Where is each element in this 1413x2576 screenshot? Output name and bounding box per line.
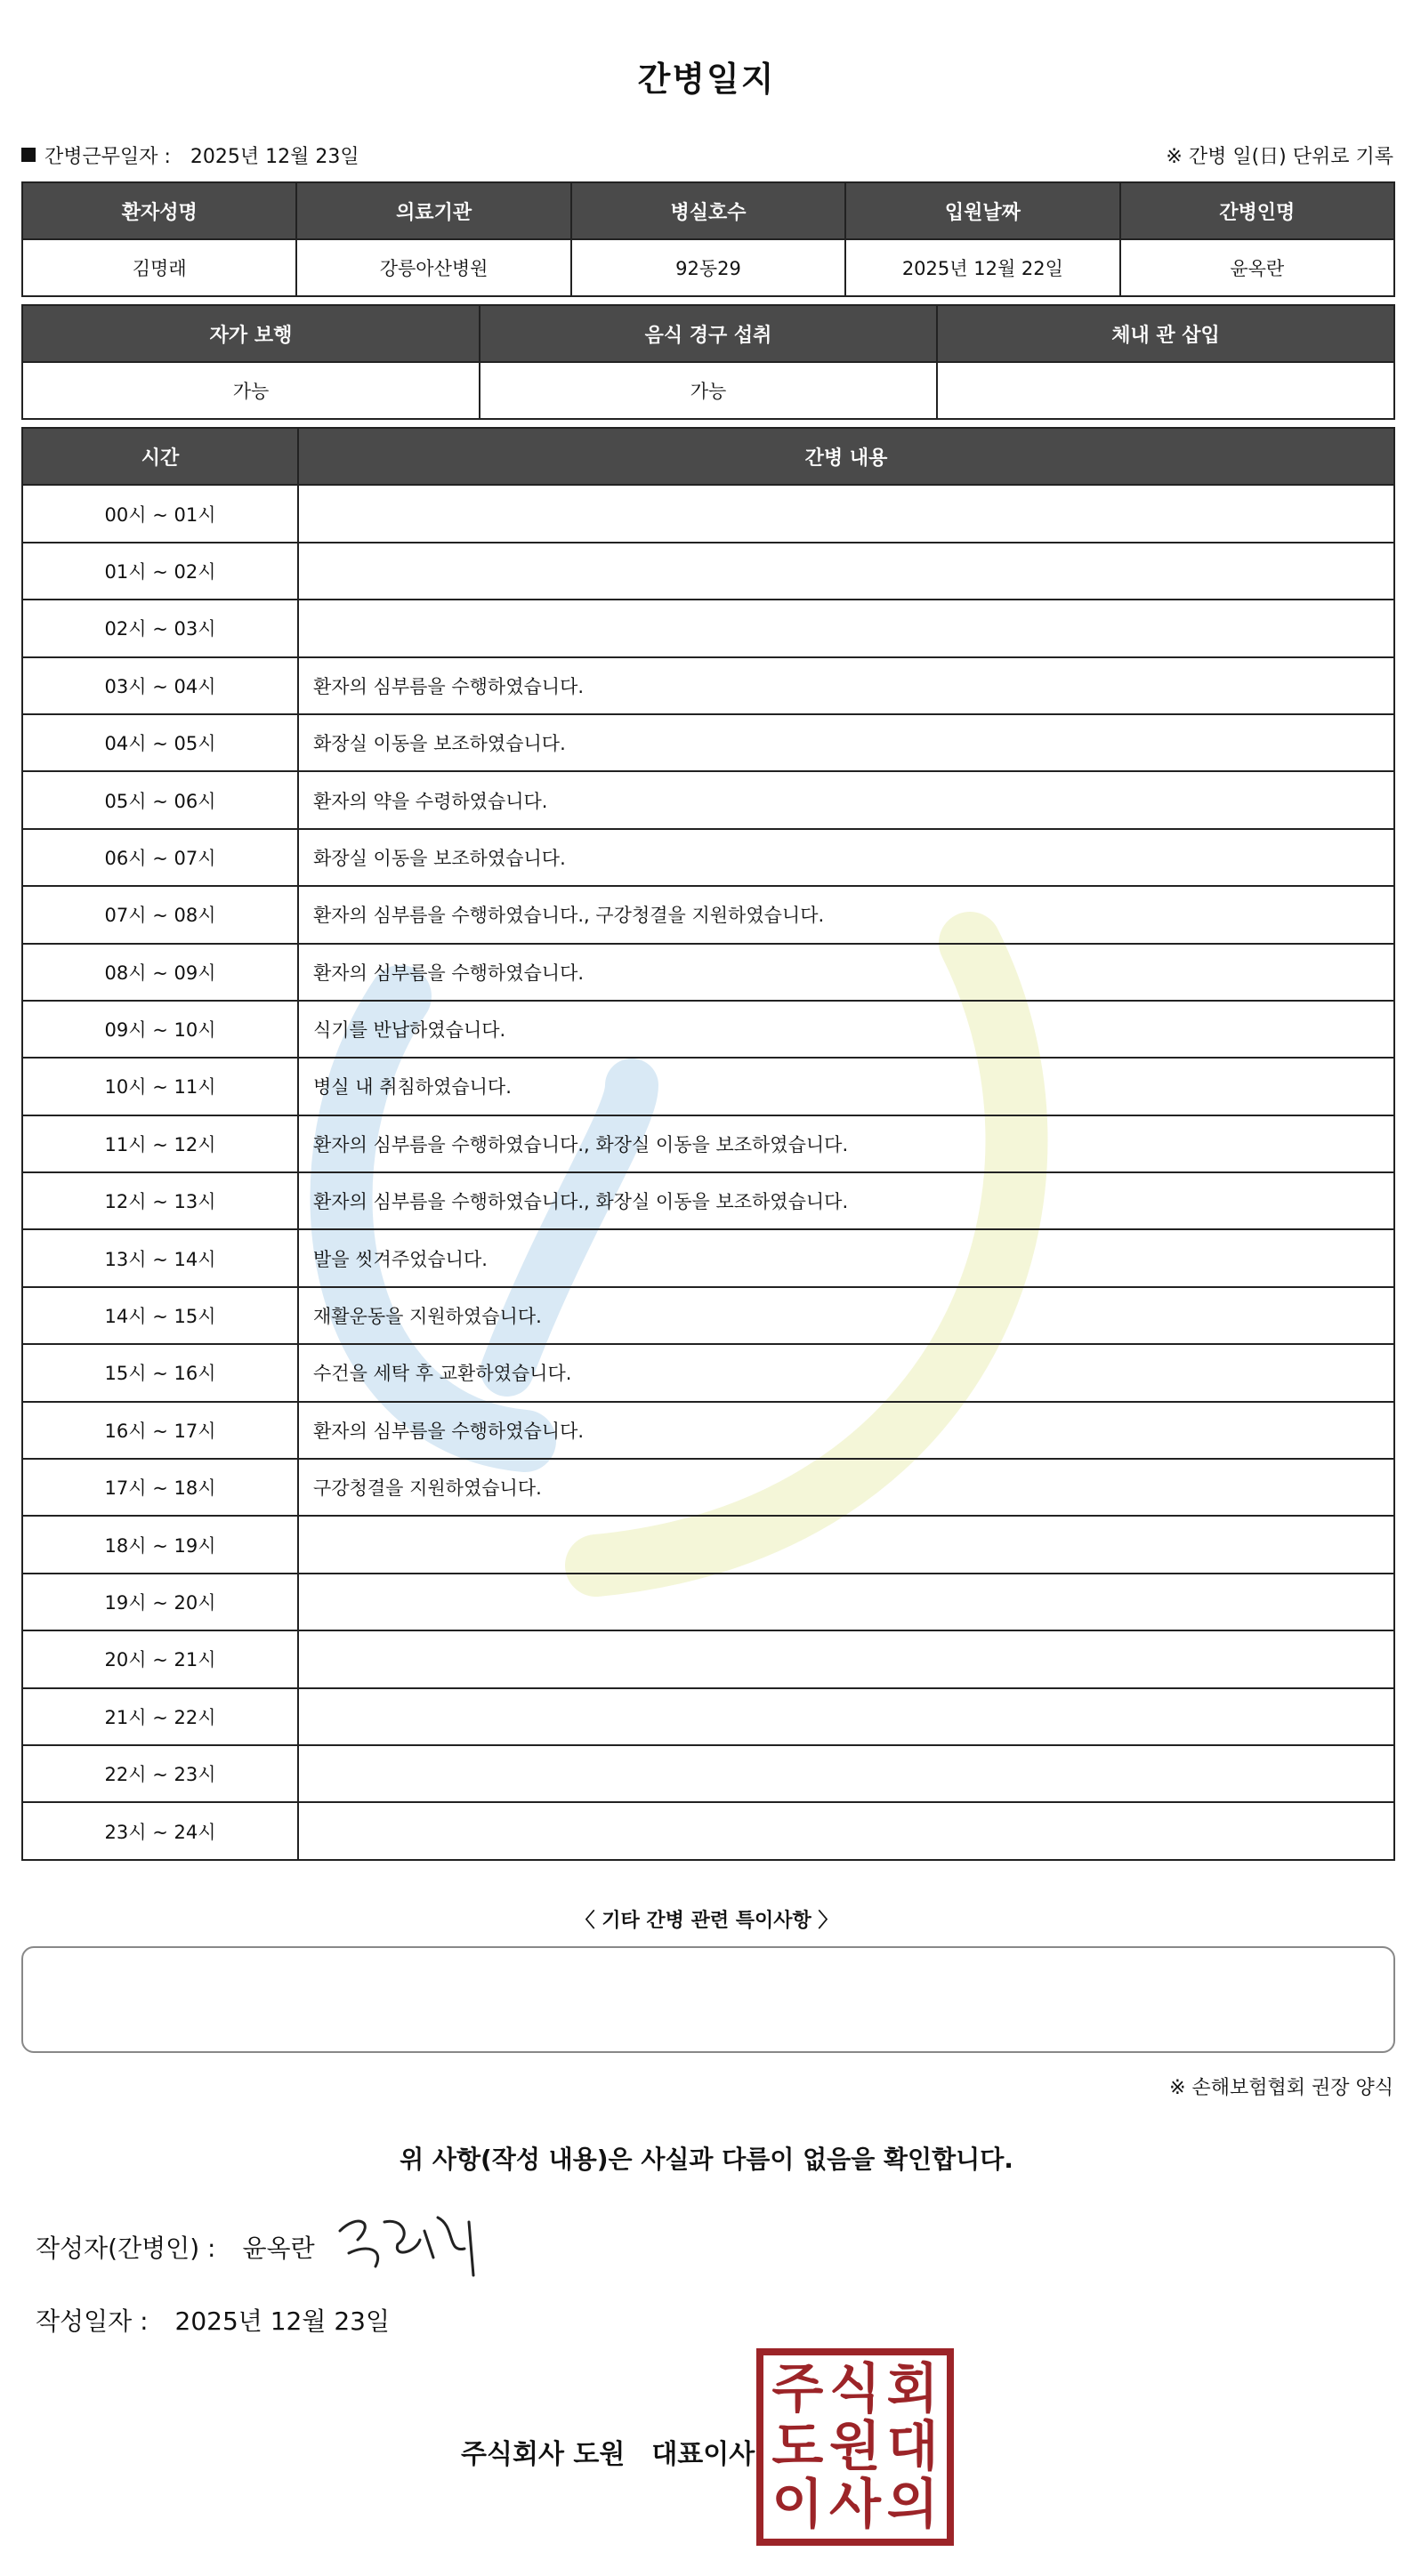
write-date-label: 작성일자 : xyxy=(36,2306,149,2336)
write-date-line xyxy=(36,2302,390,2338)
log-time: 14시 ~ 15시 xyxy=(22,1287,298,1344)
log-time: 06시 ~ 07시 xyxy=(22,829,298,886)
log-time: 10시 ~ 11시 xyxy=(22,1058,298,1115)
log-content: 구강청결을 지원하였습니다. xyxy=(298,1459,1394,1516)
log-row xyxy=(22,1745,1394,1802)
header-care-content: 간병 내용 xyxy=(298,428,1394,485)
log-content: 화장실 이동을 보조하였습니다. xyxy=(298,714,1394,771)
log-row xyxy=(22,1001,1394,1058)
log-time: 13시 ~ 14시 xyxy=(22,1229,298,1286)
header-self-walking: 자가 보행 xyxy=(22,305,480,362)
log-row xyxy=(22,714,1394,771)
meta-row xyxy=(21,141,1393,169)
log-content xyxy=(298,600,1394,656)
log-content: 환자의 심부름을 수행하였습니다., 구강청결을 지원하였습니다. xyxy=(298,886,1394,943)
notes-box xyxy=(21,1946,1395,2053)
log-row xyxy=(22,1802,1394,1859)
log-row xyxy=(22,1287,1394,1344)
log-content xyxy=(298,1688,1394,1745)
log-time: 16시 ~ 17시 xyxy=(22,1402,298,1459)
log-content xyxy=(298,1516,1394,1573)
log-row xyxy=(22,771,1394,828)
log-time: 04시 ~ 05시 xyxy=(22,714,298,771)
log-content: 환자의 심부름을 수행하였습니다. xyxy=(298,1402,1394,1459)
log-time: 00시 ~ 01시 xyxy=(22,485,298,542)
header-time: 시간 xyxy=(22,428,298,485)
header-oral-intake: 음식 경구 섭취 xyxy=(480,305,937,362)
write-date-value: 2025년 12월 23일 xyxy=(174,2306,390,2336)
log-content: 환자의 약을 수령하였습니다. xyxy=(298,771,1394,828)
header-admission-date: 입원날짜 xyxy=(845,182,1119,239)
log-row xyxy=(22,1058,1394,1115)
log-time: 09시 ~ 10시 xyxy=(22,1001,298,1058)
seal-char: 의 xyxy=(886,2473,939,2536)
caregiver-name: 윤옥란 xyxy=(1120,239,1394,296)
log-content: 발을 씻겨주었습니다. xyxy=(298,1229,1394,1286)
care-log-table xyxy=(21,427,1395,1861)
log-row xyxy=(22,1688,1394,1745)
log-row xyxy=(22,829,1394,886)
log-content xyxy=(298,543,1394,600)
log-row xyxy=(22,1402,1394,1459)
seal-char: 회 xyxy=(886,2358,939,2421)
log-time: 03시 ~ 04시 xyxy=(22,657,298,714)
log-time: 12시 ~ 13시 xyxy=(22,1172,298,1229)
seal-char: 도 xyxy=(771,2415,824,2478)
work-date-label: 간병근무일자 : xyxy=(44,145,171,168)
writer-line xyxy=(36,2229,315,2265)
log-content xyxy=(298,485,1394,542)
header-hospital: 의료기관 xyxy=(296,182,570,239)
log-row xyxy=(22,1229,1394,1286)
log-content: 화장실 이동을 보조하였습니다. xyxy=(298,829,1394,886)
log-time: 22시 ~ 23시 xyxy=(22,1745,298,1802)
tube-insertion-value xyxy=(937,362,1394,419)
confirmation-statement: 위 사항(작성 내용)은 사실과 다름이 없음을 확인합니다. xyxy=(400,2145,1013,2174)
log-row xyxy=(22,1172,1394,1229)
log-row xyxy=(22,944,1394,1001)
log-time: 18시 ~ 19시 xyxy=(22,1516,298,1573)
log-content: 병실 내 취침하였습니다. xyxy=(298,1058,1394,1115)
log-content xyxy=(298,1630,1394,1687)
record-note: ※ 간병 일(日) 단위로 기록 xyxy=(1166,145,1393,168)
log-row xyxy=(22,657,1394,714)
log-row xyxy=(22,485,1394,542)
log-content xyxy=(298,1574,1394,1630)
company-line xyxy=(461,2432,755,2471)
log-content xyxy=(298,1745,1394,1802)
insurer-note: ※ 손해보험협회 권장 양식 xyxy=(1169,2077,1393,2099)
log-content: 환자의 심부름을 수행하였습니다., 화장실 이동을 보조하였습니다. xyxy=(298,1115,1394,1172)
log-time: 11시 ~ 12시 xyxy=(22,1115,298,1172)
log-time: 01시 ~ 02시 xyxy=(22,543,298,600)
patient-info-table xyxy=(21,181,1395,297)
log-time: 17시 ~ 18시 xyxy=(22,1459,298,1516)
admission-date: 2025년 12월 22일 xyxy=(845,239,1119,296)
header-room: 병실호수 xyxy=(571,182,845,239)
log-time: 19시 ~ 20시 xyxy=(22,1574,298,1630)
header-caregiver: 간병인명 xyxy=(1120,182,1394,239)
log-time: 07시 ~ 08시 xyxy=(22,886,298,943)
company-name: 주식회사 도원 xyxy=(461,2439,626,2470)
square-bullet-icon xyxy=(21,148,36,162)
work-date-value: 2025년 12월 23일 xyxy=(190,145,359,168)
seal-char: 사 xyxy=(829,2473,881,2536)
log-row xyxy=(22,1574,1394,1630)
room-number: 92동29 xyxy=(571,239,845,296)
handwritten-signature-icon xyxy=(331,2204,491,2293)
seal-char: 식 xyxy=(829,2358,881,2421)
log-time: 02시 ~ 03시 xyxy=(22,600,298,656)
company-role: 대표이사 xyxy=(651,2439,755,2470)
patient-status-table xyxy=(21,304,1395,420)
log-content: 재활운동을 지원하였습니다. xyxy=(298,1287,1394,1344)
seal-char: 대 xyxy=(886,2415,939,2478)
patient-name: 김명래 xyxy=(22,239,296,296)
log-row xyxy=(22,543,1394,600)
log-row xyxy=(22,1630,1394,1687)
log-content: 수건을 세탁 후 교환하였습니다. xyxy=(298,1344,1394,1401)
log-time: 08시 ~ 09시 xyxy=(22,944,298,1001)
log-row xyxy=(22,1516,1394,1573)
seal-char: 주 xyxy=(771,2358,824,2421)
log-content: 환자의 심부름을 수행하였습니다. xyxy=(298,944,1394,1001)
log-time: 20시 ~ 21시 xyxy=(22,1630,298,1687)
log-time: 21시 ~ 22시 xyxy=(22,1688,298,1745)
log-row xyxy=(22,1344,1394,1401)
writer-label: 작성자(간병인) : xyxy=(36,2234,216,2263)
log-time: 23시 ~ 24시 xyxy=(22,1802,298,1859)
seal-char: 원 xyxy=(829,2415,881,2478)
seal-char: 이 xyxy=(771,2473,824,2536)
self-walking-value: 가능 xyxy=(22,362,480,419)
oral-intake-value: 가능 xyxy=(480,362,937,419)
log-time: 05시 ~ 06시 xyxy=(22,771,298,828)
log-row xyxy=(22,1115,1394,1172)
log-time: 15시 ~ 16시 xyxy=(22,1344,298,1401)
header-patient-name: 환자성명 xyxy=(22,182,296,239)
log-row xyxy=(22,1459,1394,1516)
log-content: 환자의 심부름을 수행하였습니다. xyxy=(298,657,1394,714)
log-content: 환자의 심부름을 수행하였습니다., 화장실 이동을 보조하였습니다. xyxy=(298,1172,1394,1229)
page-title: 간병일지 xyxy=(637,60,776,99)
writer-name: 윤옥란 xyxy=(242,2234,315,2263)
log-row xyxy=(22,600,1394,656)
log-content xyxy=(298,1802,1394,1859)
notes-title: 〈 기타 간병 관련 특이사항 〉 xyxy=(575,1910,838,1932)
log-content: 식기를 반납하였습니다. xyxy=(298,1001,1394,1058)
company-seal-icon xyxy=(756,2348,954,2546)
log-row xyxy=(22,886,1394,943)
header-tube-insertion: 체내 관 삽입 xyxy=(937,305,1394,362)
hospital-name: 강릉아산병원 xyxy=(296,239,570,296)
work-date-group xyxy=(21,141,359,169)
